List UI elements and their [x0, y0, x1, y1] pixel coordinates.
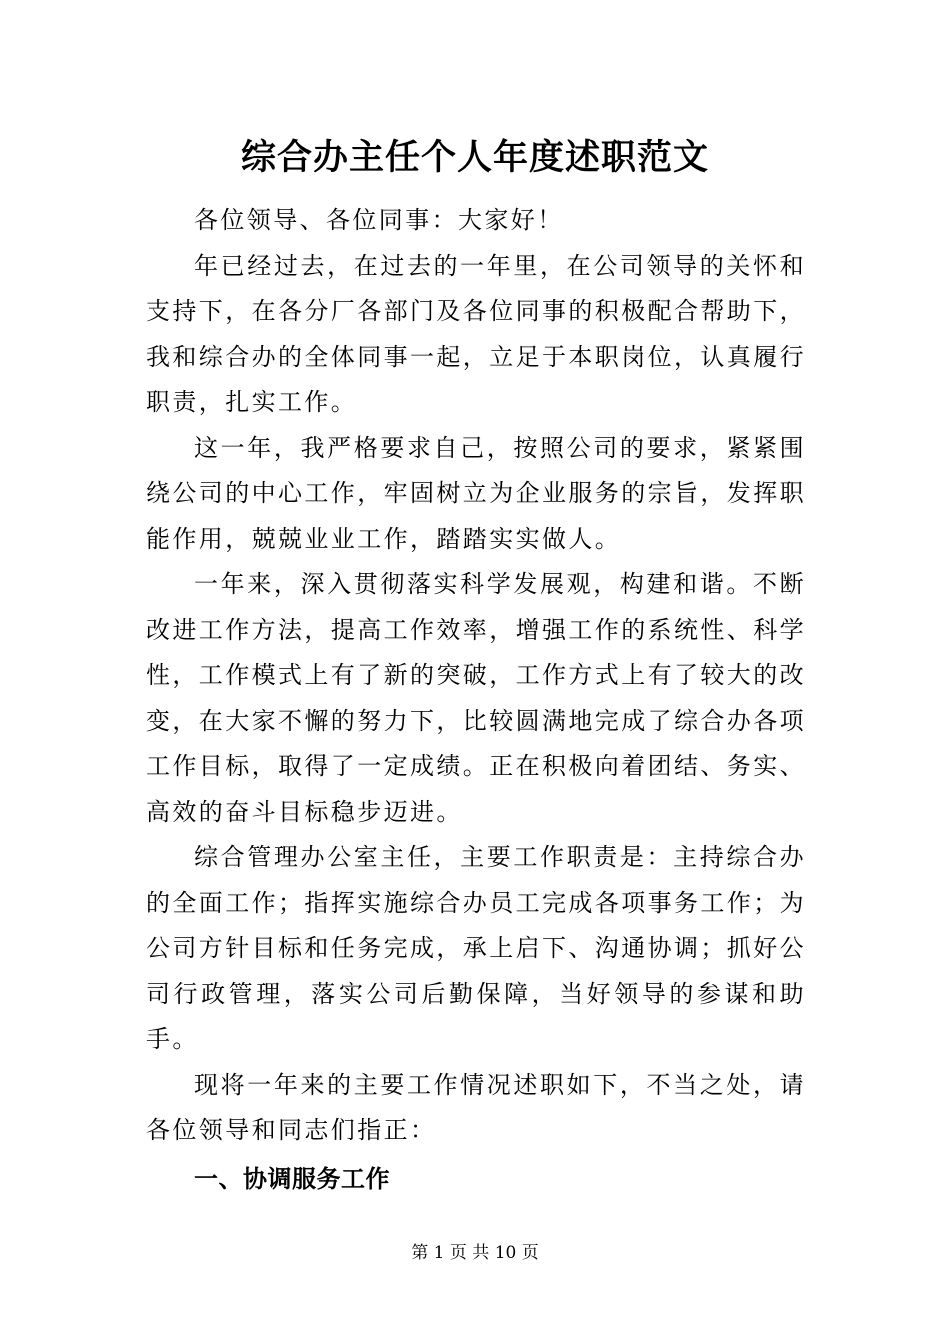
body-paragraph: 一年来，深入贯彻落实科学发展观，构建和谐。不断改进工作方法，提高工作效率，增强工作的系统性、科学性，工作模式上有了新的突破，工作方式上有了较大的改变，在大家不懈的努力下，比较圆满地完成了综合办各项工作目标，取得了一定成绩。正在积极向着团结、务实、高效的奋斗目标稳步迈进。	[146, 570, 806, 826]
body-paragraph: 综合管理办公室主任，主要工作职责是：主持综合办的全面工作；指挥实施综合办员工完成各项事务工作；为公司方针目标和任务完成，承上启下、沟通协调；抓好公司行政管理，落实公司后勤保障，当好领导的参谋和助手。	[146, 843, 806, 1053]
body-paragraph: 年已经过去，在过去的一年里，在公司领导的关怀和支持下，在各分厂各部门及各位同事的积极配合帮助下，我和综合办的全体同事一起，立足于本职岗位，认真履行职责，扎实工作。	[146, 251, 806, 416]
body-paragraph: 这一年，我严格要求自己，按照公司的要求，紧紧围绕公司的中心工作，牢固树立为企业服务的宗旨，发挥职能作用，兢兢业业工作，踏踏实实做人。	[146, 433, 806, 553]
section-heading: 一、协调服务工作	[194, 1164, 390, 1193]
greeting-paragraph: 各位领导、各位同事：大家好！	[194, 206, 564, 234]
document-title: 综合办主任个人年度述职范文	[240, 137, 709, 178]
document-body	[146, 198, 806, 1202]
page-number-footer: 第 1 页 共 10 页	[411, 1243, 539, 1263]
body-paragraph: 现将一年来的主要工作情况述职如下，不当之处，请各位领导和同志们指正：	[146, 1070, 806, 1144]
